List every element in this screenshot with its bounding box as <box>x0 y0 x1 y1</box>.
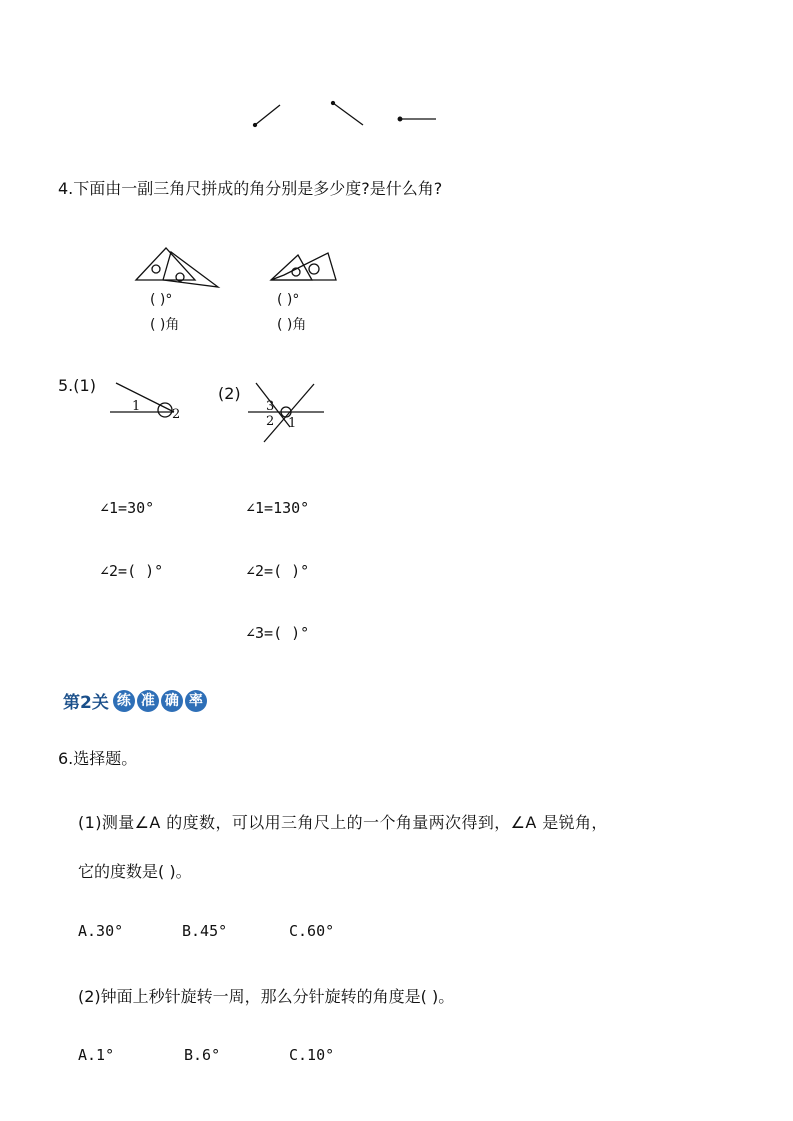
section-heading <box>63 688 209 713</box>
q5-fig1-angle-1: 1 <box>132 399 141 414</box>
q5-col1-angle2: ∠2=( )° <box>100 562 164 580</box>
q6-p2-option-b: B.6° <box>184 1046 221 1064</box>
q5-col2-angle3: ∠3=( )° <box>246 624 310 642</box>
section-pill-1: 练 <box>113 690 135 712</box>
section-pill-2: 准 <box>137 690 159 712</box>
ray-a-endpoint <box>254 124 257 127</box>
q5-fig2-angle-1: 1 <box>288 416 297 431</box>
q6-p1-line1: (1)测量∠A 的度数，可以用三角尺上的一个角量两次得到，∠A 是锐角， <box>78 813 608 832</box>
ray-b <box>333 103 363 125</box>
q5-fig1-angle-2: 2 <box>172 407 181 422</box>
q6-p2-option-a: A.1° <box>78 1046 115 1064</box>
q6-p1-option-c: C.60° <box>289 922 335 940</box>
q4-fig1-degree: ( )° <box>150 292 173 308</box>
q5-label-1: 5.(1) <box>58 376 96 395</box>
q4-fig2-kind: ( )角 <box>277 317 307 333</box>
section-number: 第2关 <box>63 693 109 713</box>
ray-c-endpoint <box>398 117 402 121</box>
q5-angle-figure-1 <box>108 380 188 420</box>
q4-fig1-kind: ( )角 <box>150 317 180 333</box>
q6-p1-option-b: B.45° <box>182 922 228 940</box>
q6-p2-line1: (2)钟面上秒针旋转一周，那么分针旋转的角度是( )。 <box>78 987 455 1006</box>
q6-p1-option-a: A.30° <box>78 922 124 940</box>
ray-b-endpoint <box>332 102 335 105</box>
rays-figure <box>240 95 460 135</box>
q4-fig2-degree: ( )° <box>277 292 300 308</box>
q6-p2-option-c: C.10° <box>289 1046 335 1064</box>
ray-a <box>255 105 280 125</box>
q4-set-square-figure-1 <box>133 242 225 294</box>
q5-col1-angle1: ∠1=30° <box>100 499 155 517</box>
q4-text: 4.下面由一副三角尺拼成的角分别是多少度?是什么角? <box>58 179 443 198</box>
q6-p1-line2: 它的度数是( )。 <box>78 862 192 881</box>
q4-set-square-figure-2 <box>268 247 343 285</box>
q5-col2-angle1: ∠1=130° <box>246 499 310 517</box>
q6-title: 6.选择题。 <box>58 749 138 768</box>
q5-col2-angle2: ∠2=( )° <box>246 562 310 580</box>
section-pill-3: 确 <box>161 690 183 712</box>
q5-label-2: (2) <box>218 384 241 403</box>
section-pill-4: 率 <box>185 690 207 712</box>
q5-fig2-angle-3: 3 <box>266 399 275 414</box>
q5-angle-figure-2 <box>244 380 329 445</box>
q5-fig2-angle-2: 2 <box>266 414 275 429</box>
